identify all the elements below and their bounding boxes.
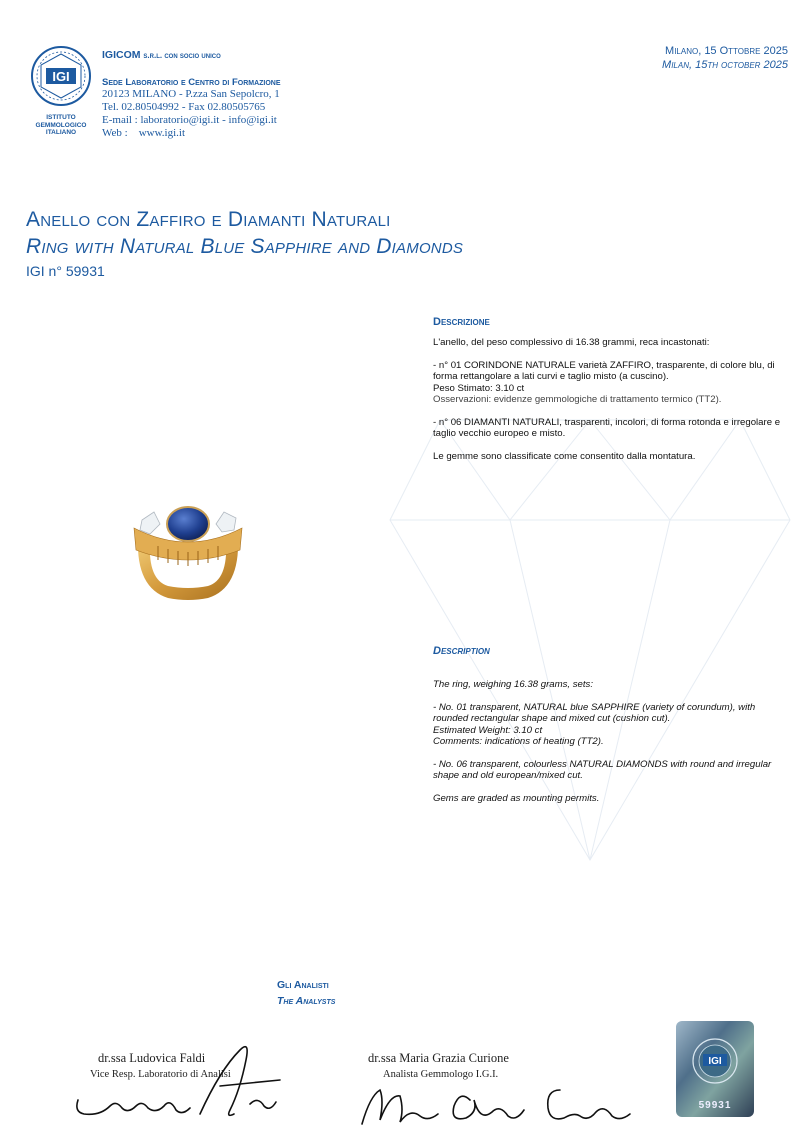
address: 20123 MILANO - P.zza San Sepolcro, 1 [102,88,280,100]
description-weight: Estimated Weight: 3.10 ct [433,724,543,736]
analyst1-name: dr.ssa Ludovica Faldi [98,1051,206,1065]
igi-number: IGI n° 59931 [26,263,105,279]
descrizione-weight: Peso Stimato: 3.10 ct [433,382,525,394]
phone: Tel. 02.80504992 - Fax 02.80505765 [102,101,266,113]
descrizione-heading: Descrizione [433,316,490,328]
lab-title: Sede Laboratorio e Centro di Formazione [102,77,281,88]
analyst2-role: Analista Gemmologo I.G.I. [383,1069,499,1080]
title-english: Ring with Natural Blue Sapphire and Diamonds [26,235,464,258]
date-italian: Milano, 15 Ottobre 2025 [665,45,788,57]
date-english: Milan, 15th october 2025 [662,59,788,71]
company-subtitle: s.r.l. con socio unico [143,51,221,60]
analyst2-signature [350,1060,640,1130]
logo-text: IGI [52,69,70,84]
descrizione-item1: - n° 01 CORINDONE NATURALE varietà ZAFFIRO, trasparente, di colore blu, di forma rettangolare a lati curvi e taglio misto (a cuscino). [433,359,775,382]
website: Web : www.igi.it [102,127,186,139]
email: E-mail : laboratorio@igi.it - info@igi.it [102,114,277,126]
description-comments: Comments: indications of heating (TT2). [433,736,604,747]
description-item1: - No. 01 transparent, NATURAL blue SAPPHIRE (variety of corundum), with rounded rectangular shape and mixed cut (cushion cut). [433,701,756,724]
hologram-number: 59931 [698,1100,732,1111]
title-italian: Anello con Zaffiro e Diamanti Naturali [26,208,391,231]
descrizione-body [433,337,789,473]
analyst1-signature [70,1040,290,1128]
analyst2-name: dr.ssa Maria Grazia Curione [368,1051,509,1065]
descrizione-note: Le gemme sono classificate come consentito dalla montatura. [433,450,696,462]
analyst1-role: Vice Resp. Laboratorio di Analisi [90,1069,231,1080]
company-name: IGICOM s.r.l. con socio unico [102,49,221,61]
analysts-heading-italian: Gli Analisti [277,979,329,991]
description-intro: The ring, weighing 16.38 grams, sets: [433,679,593,690]
descrizione-intro: L'anello, del peso complessivo di 16.38 grammi, reca incastonati: [433,337,710,348]
hologram-logo-text: IGI [708,1056,722,1067]
description-heading: Description [433,645,490,657]
ring-photo [128,498,246,602]
description-note: Gems are graded as mounting permits. [433,792,600,804]
description-body [433,679,789,815]
analysts-heading-english: The Analysts [277,995,336,1007]
description-item2: - No. 06 transparent, colourless NATURAL DIAMONDS with round and irregular shape and old european/mixed cut. [433,758,772,781]
descrizione-observations: Osservazioni: evidenze gemmologiche di trattamento termico (TT2). [433,394,722,405]
logo-caption: ISTITUTO GEMMOLOGICO ITALIANO [35,114,87,136]
igi-logo [30,45,92,107]
descrizione-item2: - n° 06 DIAMANTI NATURALI, trasparenti, incolori, di forma rotonda e irregolare e taglio vecchio europeo e misto. [433,416,781,439]
